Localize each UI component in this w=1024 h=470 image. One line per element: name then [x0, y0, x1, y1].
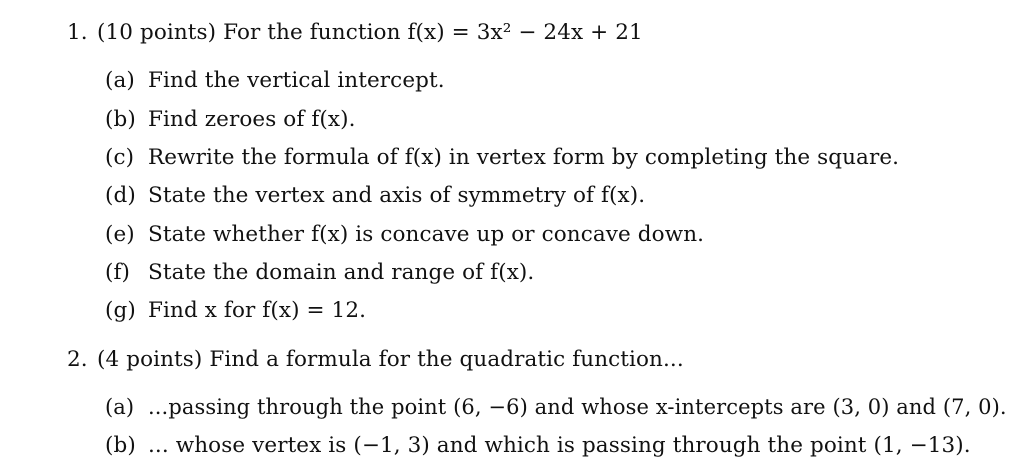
problem-header-text: (10 points) For the function f(x) = 3x² − 24x + 21: [97, 20, 643, 45]
problem-1-part-g: [105, 300, 366, 322]
problem-1-part-f: [105, 262, 534, 284]
part-label: (a): [105, 395, 135, 419]
problem-number: 1.: [67, 20, 88, 45]
problem-2-part-b: [105, 435, 971, 457]
problem-1-part-b: [105, 109, 356, 131]
part-text: ... whose vertex is (−1, 3) and which is passing through the point (1, −13).: [148, 433, 971, 458]
part-label: (e): [105, 222, 135, 247]
part-label: (g): [105, 298, 136, 323]
part-label: (f): [105, 260, 131, 285]
part-text: Rewrite the formula of f(x) in vertex form by completing the square.: [148, 145, 900, 170]
part-text: ...passing through the point (6, −6) and whose x-intercepts are (3, 0) and (7, 0).: [148, 395, 1007, 419]
problem-1-part-c: [105, 147, 899, 169]
problem-1-part-d: [105, 185, 645, 207]
part-text: Find zeroes of f(x).: [148, 107, 356, 132]
problem-number: 2.: [67, 347, 88, 372]
problem-1-header: [67, 22, 643, 44]
part-text: Find x for f(x) = 12.: [148, 298, 367, 323]
problem-1-part-e: [105, 224, 704, 246]
part-text: State the domain and range of f(x).: [148, 260, 535, 285]
part-label: (a): [105, 68, 135, 93]
problem-1-part-a: [105, 70, 445, 92]
problem-header-text: (4 points) Find a formula for the quadratic function...: [97, 347, 684, 372]
problem-2-header: [67, 349, 684, 371]
part-text: State the vertex and axis of symmetry of f(x).: [148, 183, 646, 208]
part-label: (b): [105, 433, 136, 458]
problem-2-part-a: [105, 397, 1007, 418]
part-text: State whether f(x) is concave up or concave down.: [148, 222, 705, 247]
part-text: Find the vertical intercept.: [148, 68, 445, 93]
part-label: (b): [105, 107, 136, 132]
part-label: (d): [105, 183, 136, 208]
part-label: (c): [105, 145, 135, 170]
